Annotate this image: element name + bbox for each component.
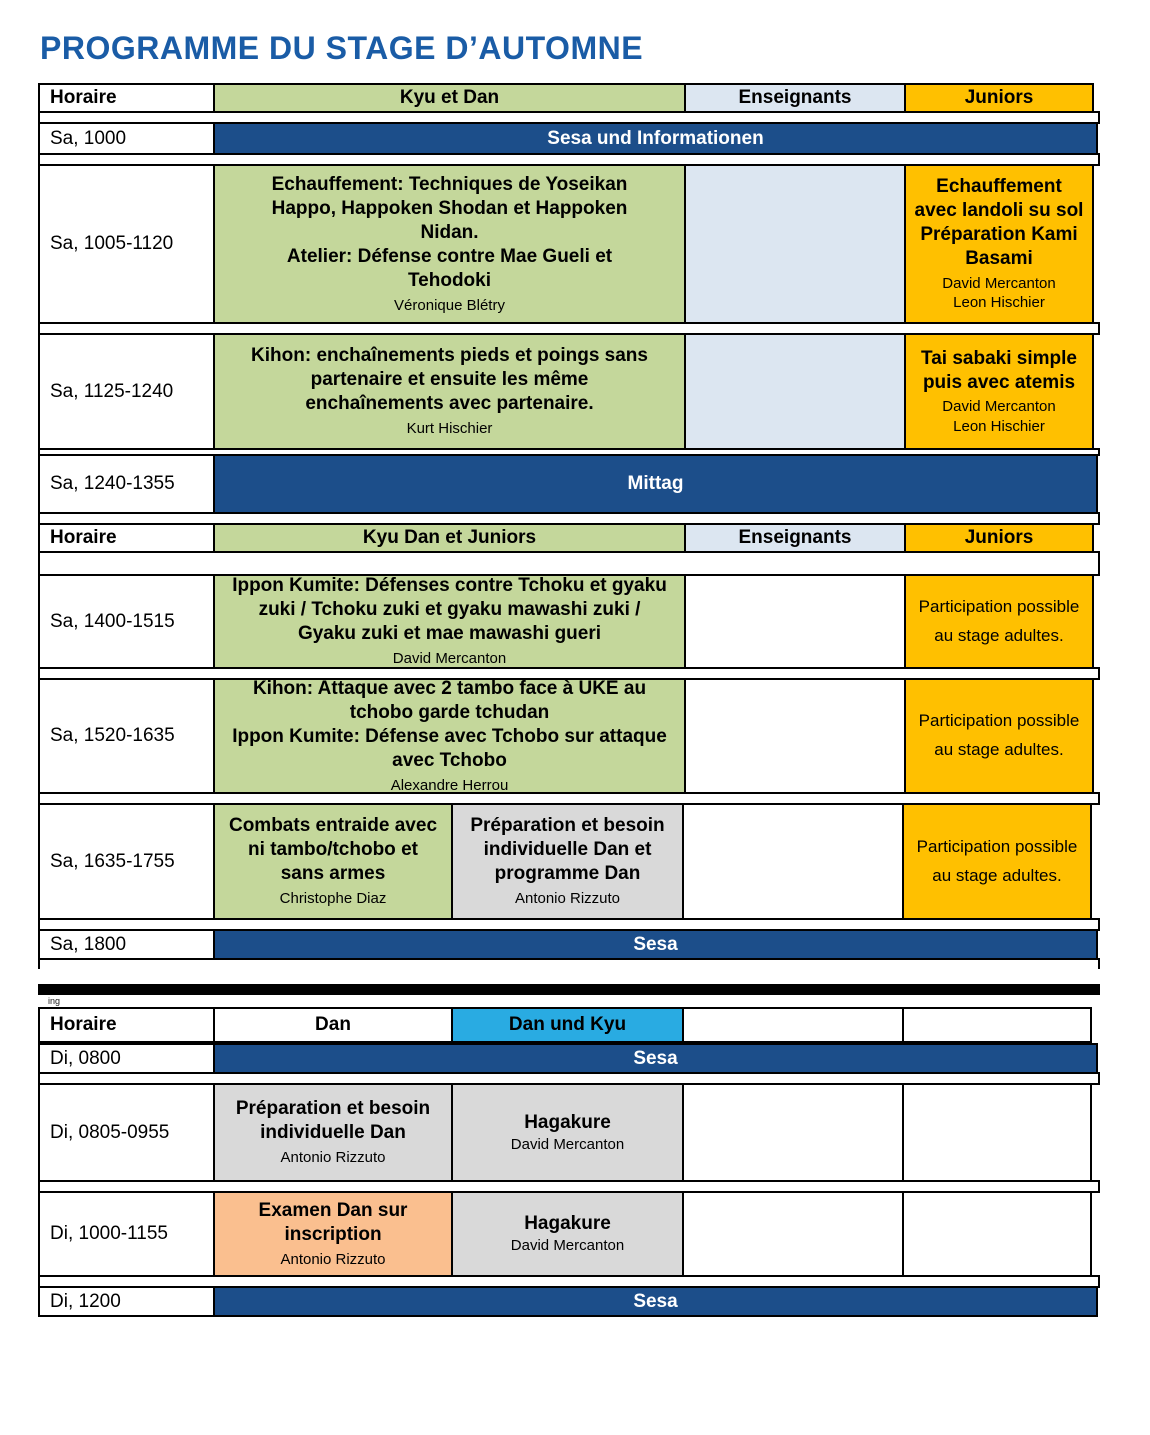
activity-text: Préparation et besoin individuelle Dan: [235, 1098, 431, 1144]
activity-text: Hagakure: [524, 1213, 611, 1235]
activity-text: Kihon: enchaînements pieds et poings sans partenaire et ensuite les même enchaînements avec partenaire.: [251, 345, 648, 415]
banner-row-di1200: [38, 1286, 1100, 1317]
juniors-cell: [902, 803, 1092, 920]
banner-row-mittag: [38, 454, 1100, 514]
empty-cell: [682, 1191, 904, 1277]
instructor-name: Alexandre Herrou: [390, 776, 509, 794]
instructor-name: Kurt Hischier: [406, 420, 493, 438]
activity-cell-dan: [213, 1083, 453, 1182]
table-row-sa1125: [38, 333, 1100, 450]
enseignants-cell-empty: [684, 678, 906, 794]
activity-cell-kyu: [213, 164, 686, 324]
activity-cell-combats: [213, 803, 453, 920]
divider-note: ing: [48, 996, 61, 1006]
time-cell: Di, 1200: [38, 1286, 215, 1317]
instructor-name: Véronique Blétry: [394, 296, 505, 314]
banner-row-sa1000: [38, 122, 1100, 155]
participation-note: Participation possible au stage adultes.: [918, 711, 1080, 759]
instructor-name: Leon Hischier: [953, 294, 1045, 312]
activity-cell-kyu: [213, 574, 686, 669]
sesa-banner: Sesa: [213, 1043, 1098, 1074]
activity-text: Examen Dan sur inscription: [258, 1199, 408, 1245]
header-cell-enseignants: Enseignants: [684, 523, 906, 553]
activity-text: Ippon Kumite: Défenses contre Tchoku et gyaku zuki / Tchoku zuki et gyaku mawashi zuki / Gyaku zuki et mae mawashi gueri: [232, 575, 667, 645]
activity-text: Kihon: Attaque avec 2 tambo face à UKE au tchobo garde tchudan: [252, 677, 647, 723]
empty-cell: [902, 1191, 1092, 1277]
header-cell-empty: [682, 1007, 904, 1043]
activity-text: Hagakure: [524, 1111, 611, 1133]
time-cell: Sa, 1240-1355: [38, 454, 215, 514]
activity-cell-dan-und-kyu: [451, 1191, 684, 1277]
table-row-di1000: [38, 1191, 1100, 1277]
sesa-banner: Sesa: [213, 1286, 1098, 1317]
activity-text: Atelier: Défense contre Mae Gueli et Tehodoki: [286, 245, 613, 291]
sesa-banner: Sesa: [213, 929, 1098, 960]
activity-cell-kyu: [213, 678, 686, 794]
table-row-sa1520: [38, 678, 1100, 794]
activity-text: Préparation Kami Basami: [920, 224, 1078, 269]
instructor-name: David Mercanton: [510, 1135, 625, 1153]
header-cell-horaire: Horaire: [38, 1007, 215, 1043]
activity-cell-examen-dan: [213, 1191, 453, 1277]
juniors-cell: [904, 164, 1094, 324]
table-row-sa1635: [38, 803, 1100, 920]
juniors-cell: [904, 333, 1094, 450]
time-cell: Di, 0800: [38, 1043, 215, 1074]
instructor-name: Leon Hischier: [953, 417, 1045, 435]
sesa-banner: Sesa und Informationen: [213, 122, 1098, 155]
activity-text: Préparation et besoin individuelle Dan et programme Dan: [470, 815, 665, 885]
participation-note: Participation possible au stage adultes.: [916, 836, 1078, 885]
header-cell-empty: [902, 1007, 1092, 1043]
time-cell: Sa, 1400-1515: [38, 574, 215, 669]
header-cell-horaire: Horaire: [38, 83, 215, 113]
page-title: PROGRAMME DU STAGE D’AUTOMNE: [40, 30, 644, 66]
enseignants-cell-empty: [684, 574, 906, 669]
instructor-name: David Mercanton: [942, 398, 1056, 416]
banner-row-sa1800: [38, 929, 1100, 960]
enseignants-cell-empty: [684, 333, 906, 450]
header-row-afternoon: [38, 523, 1100, 553]
activity-text: Combats entraide avec ni tambo/tchobo et sans armes: [228, 815, 438, 885]
table-row-sa1400: [38, 574, 1100, 669]
activity-text: Tai sabaki simple puis avec atemis: [921, 347, 1077, 393]
instructor-name: Antonio Rizzuto: [280, 1149, 386, 1167]
header-cell-kyu-et-dan: Kyu et Dan: [213, 83, 686, 113]
header-row-morning: [38, 83, 1100, 113]
activity-text: Echauffement avec landoli su sol: [914, 176, 1084, 222]
header-cell-horaire: Horaire: [38, 523, 215, 553]
time-cell: Sa, 1005-1120: [38, 164, 215, 324]
time-cell: Sa, 1125-1240: [38, 333, 215, 450]
activity-cell-kyu: [213, 333, 686, 450]
time-cell: Di, 0805-0955: [38, 1083, 215, 1182]
activity-cell-dan-und-kyu: [451, 1083, 684, 1182]
banner-row-di0800: [38, 1043, 1100, 1074]
instructor-name: Antonio Rizzuto: [280, 1250, 386, 1268]
time-cell: Sa, 1635-1755: [38, 803, 215, 920]
enseignants-cell-empty: [684, 164, 906, 324]
header-cell-juniors: Juniors: [904, 83, 1094, 113]
header-cell-dan-und-kyu: Dan und Kyu: [451, 1007, 684, 1043]
activity-text: Ippon Kumite: Défense avec Tchobo sur attaque avec Tchobo: [232, 725, 667, 771]
instructor-name: Christophe Diaz: [279, 890, 387, 908]
row-spacer: [38, 551, 1100, 576]
time-cell: Sa, 1520-1635: [38, 678, 215, 794]
mittag-banner: Mittag: [213, 454, 1098, 514]
header-cell-kyu-dan-juniors: Kyu Dan et Juniors: [213, 523, 686, 553]
instructor-name: Antonio Rizzuto: [514, 890, 621, 908]
table-row-di0805: [38, 1083, 1100, 1182]
schedule-table: [38, 83, 1100, 1317]
header-row-sunday: [38, 1007, 1100, 1043]
empty-cell: [682, 1083, 904, 1182]
time-cell: Sa, 1800: [38, 929, 215, 960]
header-cell-juniors: Juniors: [904, 523, 1094, 553]
instructor-name: David Mercanton: [392, 650, 507, 668]
juniors-cell: [904, 574, 1094, 669]
activity-cell-preparation-dan: [451, 803, 684, 920]
header-cell-enseignants: Enseignants: [684, 83, 906, 113]
time-cell: Sa, 1000: [38, 122, 215, 155]
enseignants-cell-empty: [682, 803, 904, 920]
juniors-cell: [904, 678, 1094, 794]
table-row-sa1005: [38, 164, 1100, 324]
instructor-name: David Mercanton: [510, 1237, 625, 1255]
participation-note: Participation possible au stage adultes.: [918, 596, 1080, 645]
activity-text: Echauffement: Techniques de Yoseikan Happo, Happoken Shodan et Happoken Nidan.: [271, 173, 628, 243]
instructor-name: David Mercanton: [942, 274, 1056, 292]
time-cell: Di, 1000-1155: [38, 1191, 215, 1277]
empty-cell: [902, 1083, 1092, 1182]
header-cell-dan: Dan: [213, 1007, 453, 1043]
